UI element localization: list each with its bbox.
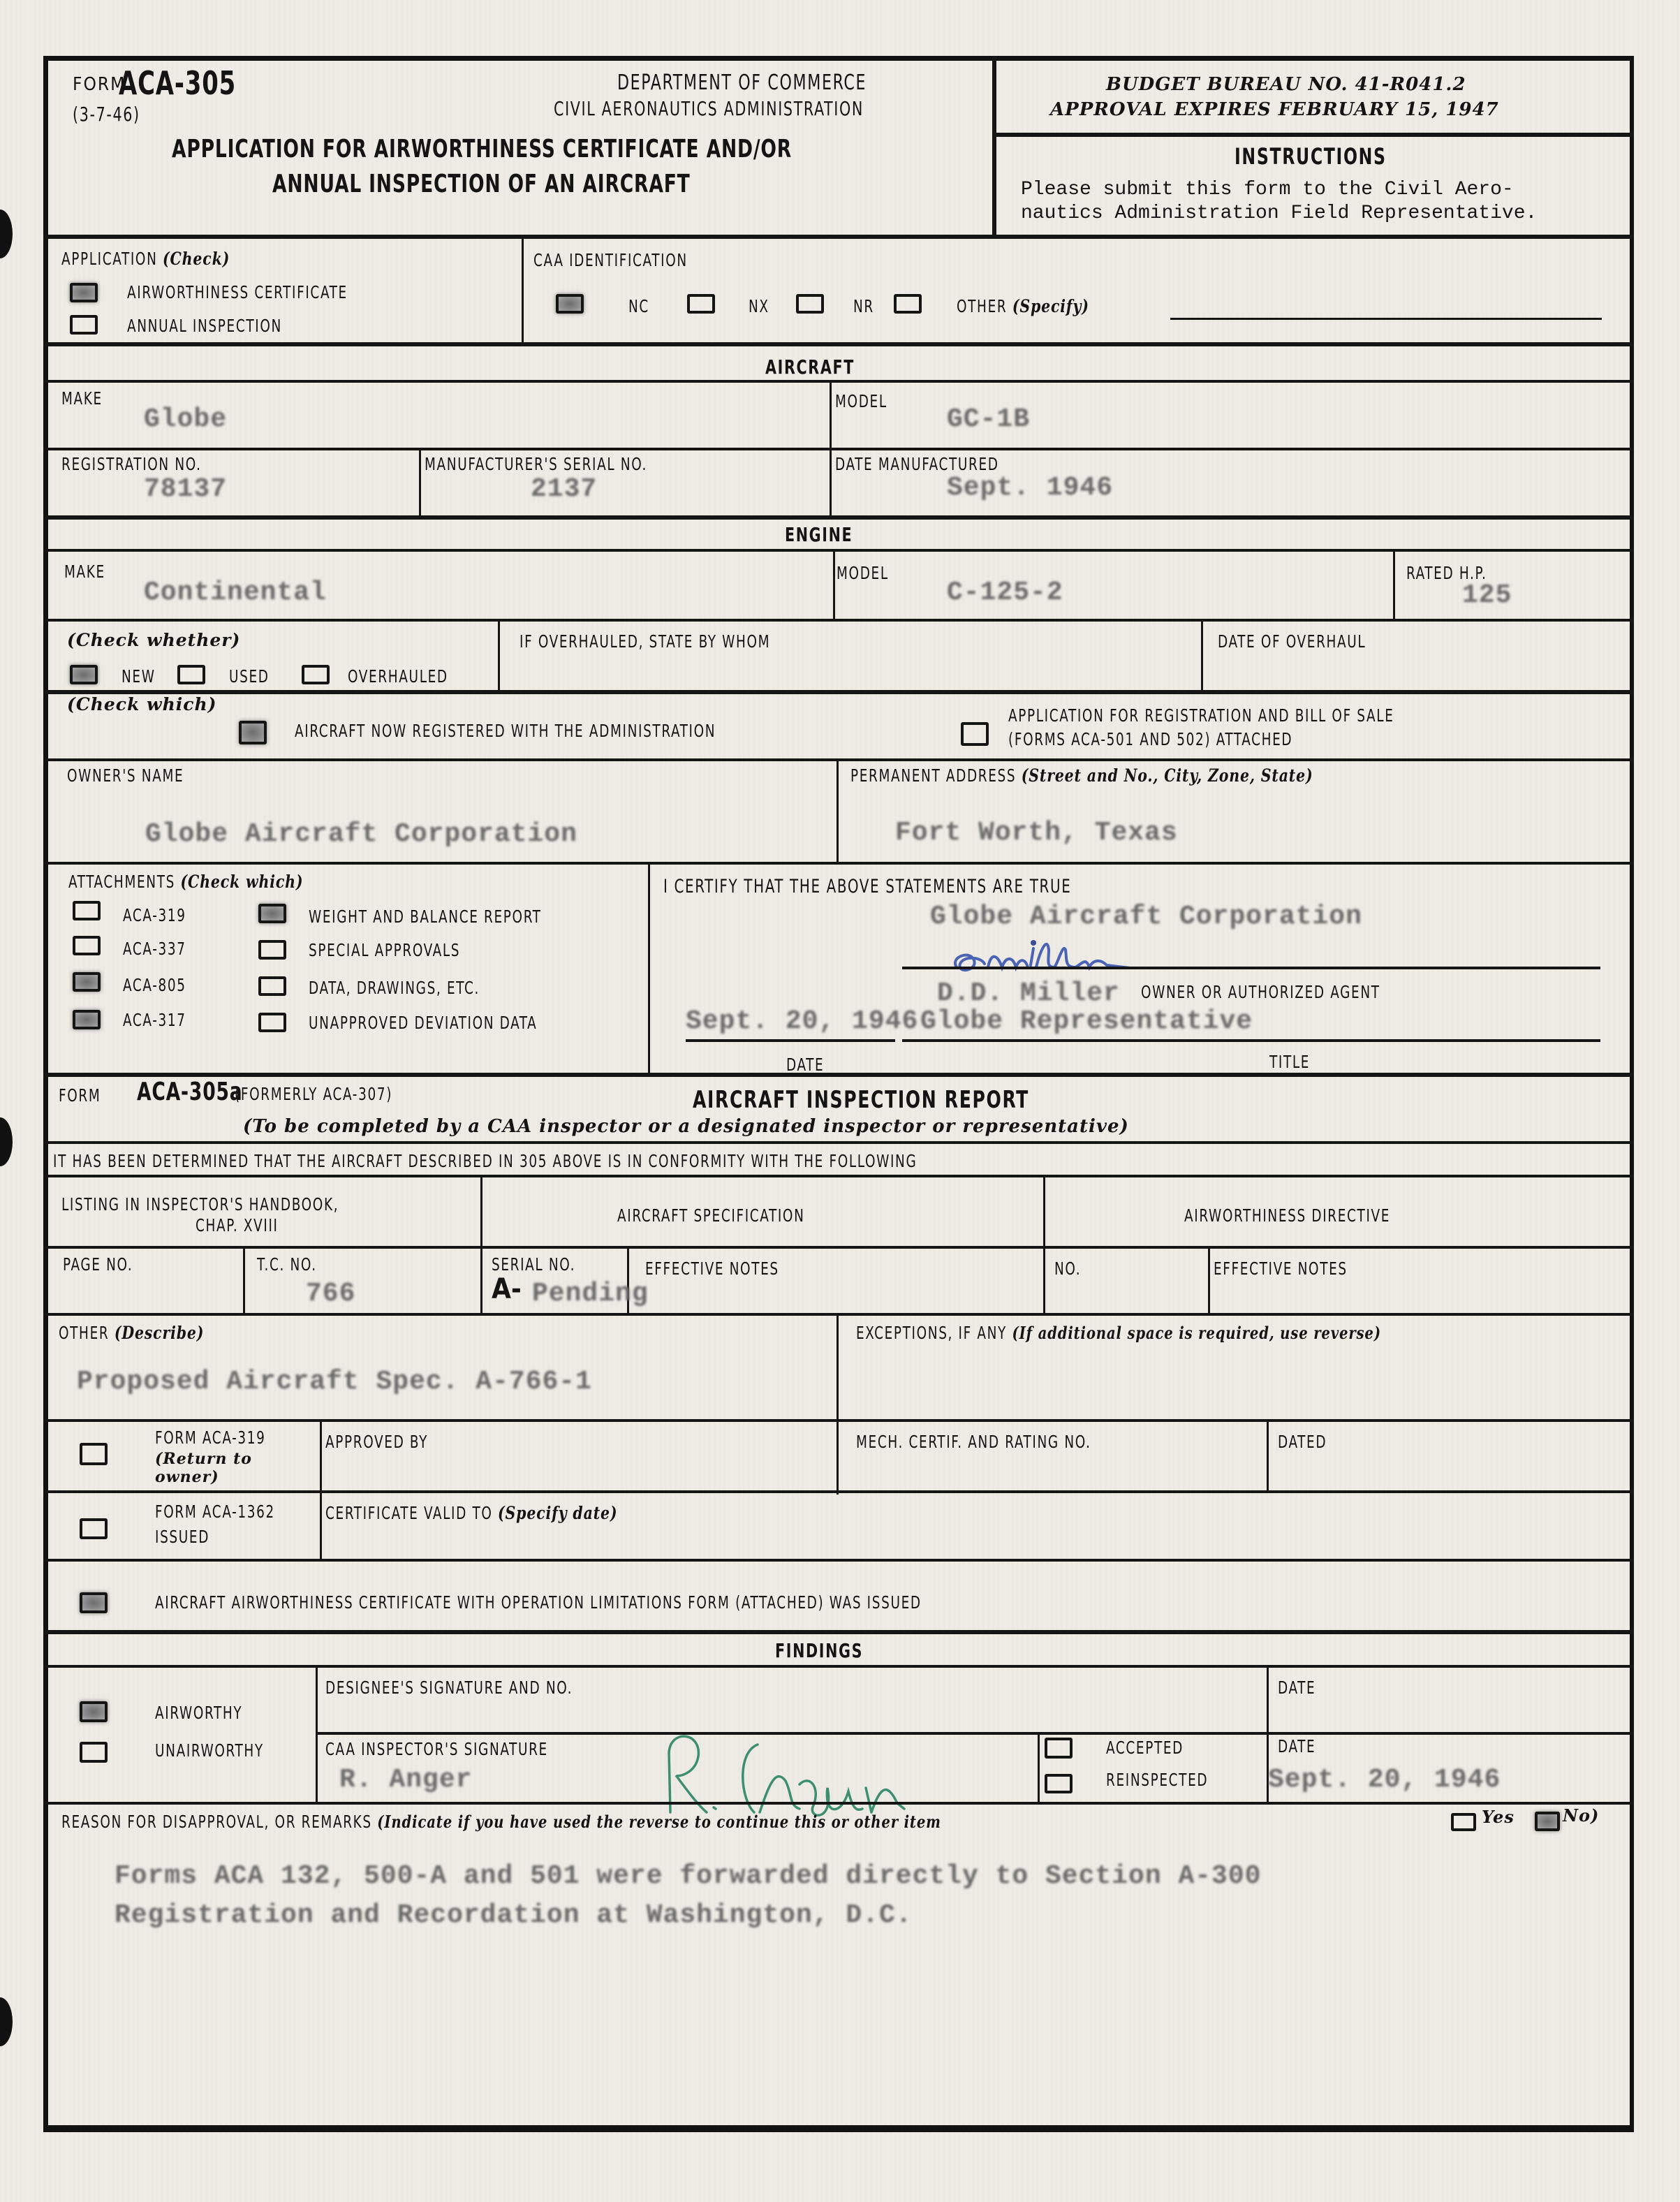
checkbox-special-approvals[interactable] — [258, 940, 286, 960]
certify-company: Globe Aircraft Corporation — [930, 902, 1362, 932]
option-other: OTHER (Specify) — [957, 296, 1089, 316]
attachment-aca-319: ACA-319 — [123, 905, 186, 925]
divider — [1393, 550, 1395, 620]
designee-date-label: DATE — [1278, 1678, 1316, 1698]
manufacturer-serial-label: MANUFACTURER'S SERIAL NO. — [425, 454, 648, 474]
divider — [43, 549, 1634, 552]
check-which-label: (Check which) — [67, 694, 217, 714]
checkbox-engine-new[interactable] — [70, 665, 98, 684]
caa-inspector-signature-label: CAA INSPECTOR'S SIGNATURE — [325, 1739, 548, 1759]
title-line — [902, 1039, 1600, 1042]
aircraft-specification-label: AIRCRAFT SPECIFICATION — [617, 1205, 805, 1226]
divider — [43, 1665, 1634, 1668]
caa-inspector-name: R. Anger — [339, 1765, 473, 1795]
option-nc: NC — [628, 296, 649, 316]
engine-make-value: Continental — [144, 578, 327, 608]
certify-statement: I CERTIFY THAT THE ABOVE STATEMENTS ARE TRUE — [663, 876, 1072, 897]
certificate-issued-label: AIRCRAFT AIRWORTHINESS CERTIFICATE WITH OPERATION LIMITATIONS FORM (ATTACHED) WAS ISSUED — [155, 1592, 922, 1613]
inspection-form-prefix: FORM — [59, 1085, 101, 1106]
divider — [837, 1314, 839, 1495]
divider — [43, 1419, 1634, 1422]
checkbox-engine-used[interactable] — [177, 665, 205, 684]
tc-no-value: 766 — [306, 1279, 356, 1309]
other-describe-label: OTHER (Describe) — [59, 1323, 205, 1343]
checkbox-aca-319[interactable] — [73, 901, 101, 920]
divider — [43, 1175, 1634, 1177]
checkbox-other[interactable] — [894, 294, 922, 314]
checkbox-reinspected[interactable] — [1045, 1774, 1073, 1793]
checkbox-aircraft-registered[interactable] — [239, 721, 267, 744]
serial-no-prefix: A- — [492, 1273, 522, 1305]
registration-no-value: 78137 — [144, 474, 228, 504]
divider — [833, 550, 835, 620]
divider — [43, 1490, 1634, 1493]
divider — [648, 863, 650, 1073]
checkbox-aca-805[interactable] — [73, 972, 101, 992]
date-manufactured-label: DATE MANUFACTURED — [835, 454, 999, 474]
attachment-special-approvals: SPECIAL APPROVALS — [309, 940, 461, 960]
divider — [419, 449, 421, 518]
spec-effective-notes-label: EFFECTIVE NOTES — [645, 1258, 779, 1279]
checkbox-form-aca-319[interactable] — [80, 1443, 108, 1465]
divider — [43, 690, 1634, 694]
bill-of-sale-label-line2: (FORMS ACA-501 AND 502) ATTACHED — [1008, 729, 1293, 749]
divider — [992, 133, 1634, 137]
checkbox-airworthy[interactable] — [80, 1701, 108, 1722]
remarks-yes-label: Yes — [1482, 1807, 1515, 1827]
rated-hp-value: 125 — [1462, 580, 1512, 610]
divider — [243, 1247, 245, 1313]
checkbox-unairworthy[interactable] — [80, 1742, 108, 1763]
reinspected-label: REINSPECTED — [1106, 1770, 1209, 1790]
ad-no-label: NO. — [1054, 1258, 1082, 1279]
divider — [43, 758, 1634, 761]
checkbox-nr[interactable] — [796, 294, 824, 314]
airworthiness-directive-label: AIRWORTHINESS DIRECTIVE — [1184, 1205, 1391, 1226]
option-annual-inspection: ANNUAL INSPECTION — [127, 316, 282, 336]
designee-signature-label: DESIGNEE'S SIGNATURE AND NO. — [325, 1678, 573, 1698]
serial-no-value: Pending — [532, 1279, 649, 1309]
permanent-address-label: PERMANENT ADDRESS (Street and No., City, Zone, State) — [850, 765, 1313, 786]
checkbox-bill-of-sale[interactable] — [961, 722, 989, 746]
findings-title: FINDINGS — [775, 1639, 864, 1662]
engine-make-label: MAKE — [64, 561, 105, 582]
divider — [43, 1630, 1634, 1634]
attachments-label: ATTACHMENTS (Check which) — [68, 872, 304, 892]
approval-expires: APPROVAL EXPIRES FEBRUARY 15, 1947 — [1050, 99, 1499, 120]
conformity-statement: IT HAS BEEN DETERMINED THAT THE AIRCRAFT DESCRIBED IN 305 ABOVE IS IN CONFORMITY WITH THE FOLLOWING — [53, 1151, 918, 1171]
divider — [43, 1141, 1634, 1144]
unairworthy-label: UNAIRWORTHY — [155, 1740, 264, 1761]
instructions-text-line1: Please submit this form to the Civil Aero- — [1021, 179, 1514, 200]
checkbox-remarks-no[interactable] — [1535, 1812, 1560, 1831]
department-name: DEPARTMENT OF COMMERCE — [617, 71, 867, 95]
remarks-label: REASON FOR DISAPPROVAL, OR REMARKS (Indicate if you have used the reverse to continue this or other item — [61, 1812, 941, 1832]
aircraft-model-label: MODEL — [835, 391, 887, 411]
form-aca-319-hint-line1: (Return to — [155, 1450, 252, 1468]
checkbox-engine-overhauled[interactable] — [302, 665, 330, 684]
divider — [522, 237, 524, 344]
divider — [43, 235, 1634, 239]
checkbox-nx[interactable] — [687, 294, 715, 314]
checkbox-remarks-yes[interactable] — [1451, 1813, 1476, 1831]
divider — [43, 862, 1634, 865]
checkbox-aca-337[interactable] — [73, 936, 101, 955]
mech-certif-label: MECH. CERTIF. AND RATING NO. — [856, 1432, 1091, 1452]
serial-no-label: SERIAL NO. — [492, 1254, 576, 1275]
attachment-aca-337: ACA-337 — [123, 939, 186, 959]
checkbox-nc[interactable] — [556, 294, 584, 314]
form-aca-319-label: FORM ACA-319 — [155, 1427, 266, 1448]
inspection-form-number: ACA-305a — [137, 1078, 243, 1106]
option-airworthiness-certificate: AIRWORTHINESS CERTIFICATE — [127, 282, 348, 302]
inspection-report-title: AIRCRAFT INSPECTION REPORT — [693, 1086, 1029, 1114]
divider — [43, 619, 1634, 622]
listing-label-line2: CHAP. XVIII — [196, 1215, 279, 1235]
checkbox-aca-317[interactable] — [73, 1010, 101, 1029]
attachment-weight-balance: WEIGHT AND BALANCE REPORT — [309, 907, 542, 927]
inspection-subtitle: (To be completed by a CAA inspector or a designated inspector or representative) — [243, 1116, 1129, 1137]
rated-hp-label: RATED H.P. — [1406, 563, 1487, 583]
other-specify-line[interactable] — [1170, 318, 1602, 320]
aircraft-model-value: GC-1B — [947, 404, 1031, 434]
certify-date-value: Sept. 20, 1946 — [686, 1006, 919, 1036]
option-engine-overhauled: OVERHAULED — [348, 666, 448, 687]
aircraft-make-value: Globe — [144, 404, 228, 434]
divider — [43, 515, 1634, 520]
divider — [43, 380, 1634, 383]
engine-model-value: C-125-2 — [947, 578, 1063, 608]
option-engine-new: NEW — [121, 666, 156, 687]
divider — [43, 342, 1634, 346]
form-revision-date: (3-7-46) — [73, 103, 140, 126]
permanent-address-value: Fort Worth, Texas — [895, 818, 1178, 848]
divider — [480, 1176, 482, 1313]
checkbox-airworthiness-certificate[interactable] — [70, 283, 98, 302]
remarks-text-line1: Forms ACA 132, 500-A and 501 were forwarded directly to Section A-300 — [115, 1861, 1262, 1891]
application-label: APPLICATION (Check) — [61, 249, 230, 269]
administration-name: CIVIL AERONAUTICS ADMINISTRATION — [554, 97, 864, 120]
listing-label-line1: LISTING IN INSPECTOR'S HANDBOOK, — [61, 1194, 339, 1214]
checkbox-form-aca-1362[interactable] — [80, 1518, 108, 1539]
checkbox-weight-balance[interactable] — [258, 904, 286, 923]
attachment-unapproved-deviation: UNAPPROVED DEVIATION DATA — [309, 1013, 538, 1033]
checkbox-certificate-issued[interactable] — [80, 1592, 108, 1613]
checkbox-accepted[interactable] — [1045, 1738, 1073, 1759]
certificate-valid-to-label: CERTIFICATE VALID TO (Specify date) — [325, 1503, 618, 1523]
signer-name: D.D. Miller — [937, 978, 1120, 1008]
certify-date-label: DATE — [786, 1055, 825, 1075]
ad-effective-notes-label: EFFECTIVE NOTES — [1214, 1258, 1348, 1279]
divider — [43, 1802, 1634, 1805]
date-manufactured-value: Sept. 1946 — [947, 473, 1114, 503]
date-line — [686, 1039, 895, 1042]
option-aircraft-registered: AIRCRAFT NOW REGISTERED WITH THE ADMINISTRATION — [295, 721, 716, 741]
form-aca-1362-issued: ISSUED — [155, 1527, 210, 1547]
inspection-formerly: (FORMERLY ACA-307) — [235, 1084, 393, 1104]
aircraft-make-label: MAKE — [61, 388, 103, 409]
other-describe-value: Proposed Aircraft Spec. A-766-1 — [77, 1367, 592, 1397]
check-whether-label: (Check whether) — [67, 630, 241, 650]
remarks-no-label: No) — [1563, 1805, 1600, 1826]
form-aca-1362-label: FORM ACA-1362 — [155, 1502, 275, 1522]
divider — [43, 1073, 1634, 1077]
airworthy-label: AIRWORTHY — [155, 1703, 243, 1723]
divider — [1038, 1733, 1040, 1802]
certify-title-label: TITLE — [1269, 1052, 1311, 1072]
instructions-title: INSTRUCTIONS — [1235, 143, 1387, 170]
option-engine-used: USED — [229, 666, 270, 687]
approved-by-label: APPROVED BY — [325, 1432, 428, 1452]
divider — [1043, 1176, 1045, 1313]
inspector-date-value: Sept. 20, 1946 — [1268, 1765, 1501, 1795]
signature-line — [902, 967, 1600, 969]
budget-bureau-number: BUDGET BUREAU NO. 41-R041.2 — [1106, 74, 1466, 95]
overhauled-by-label: IF OVERHAULED, STATE BY WHOM — [520, 631, 771, 652]
accepted-label: ACCEPTED — [1106, 1738, 1184, 1758]
exceptions-label: EXCEPTIONS, IF ANY (If additional space is required, use reverse) — [856, 1323, 1381, 1343]
form-number: ACA-305 — [119, 64, 237, 102]
caa-identification-label: CAA IDENTIFICATION — [533, 250, 688, 270]
owner-signature — [943, 929, 1250, 985]
option-nx: NX — [749, 296, 769, 316]
owner-name-label: OWNER'S NAME — [67, 765, 184, 786]
manufacturer-serial-value: 2137 — [531, 474, 598, 504]
overhaul-date-label: DATE OF OVERHAUL — [1218, 631, 1366, 652]
tc-no-label: T.C. NO. — [257, 1254, 317, 1275]
divider — [43, 1559, 1634, 1562]
form-title-line1: APPLICATION FOR AIRWORTHINESS CERTIFICATE AND/OR — [172, 135, 793, 163]
owner-name-value: Globe Aircraft Corporation — [145, 819, 577, 849]
form-prefix: FORM — [73, 74, 126, 95]
attachment-aca-317: ACA-317 — [123, 1010, 186, 1030]
form-title-line2: ANNUAL INSPECTION OF AN AIRCRAFT — [272, 170, 691, 198]
divider — [498, 620, 500, 693]
divider — [43, 1313, 1634, 1316]
attachment-aca-805: ACA-805 — [123, 975, 186, 995]
checkbox-annual-inspection[interactable] — [70, 315, 98, 335]
bill-of-sale-label-line1: APPLICATION FOR REGISTRATION AND BILL OF SALE — [1008, 705, 1394, 726]
divider — [837, 760, 839, 862]
divider — [43, 448, 1634, 450]
remarks-text-line2: Registration and Recordation at Washington, D.C. — [115, 1900, 913, 1930]
aircraft-section-title: AIRCRAFT — [765, 355, 855, 379]
owner-agent-label: OWNER OR AUTHORIZED AGENT — [1141, 982, 1380, 1002]
divider — [43, 1246, 1634, 1249]
divider — [1267, 1421, 1269, 1490]
attachment-data-drawings: DATA, DRAWINGS, ETC. — [309, 978, 480, 998]
certify-title-value: Globe Representative — [920, 1006, 1253, 1036]
form-aca-319-hint-line2: owner) — [155, 1468, 219, 1486]
instructions-text-line2: nautics Administration Field Representative. — [1021, 203, 1538, 224]
checkbox-unapproved-deviation[interactable] — [258, 1013, 286, 1032]
page-no-label: PAGE NO. — [63, 1254, 133, 1275]
divider — [992, 56, 996, 239]
inspector-date-label: DATE — [1278, 1736, 1316, 1756]
divider — [1208, 1247, 1210, 1313]
dated-label: DATED — [1278, 1432, 1327, 1452]
engine-model-label: MODEL — [837, 563, 889, 583]
option-nr: NR — [853, 296, 874, 316]
registration-no-label: REGISTRATION NO. — [61, 454, 202, 474]
divider — [1201, 620, 1203, 693]
engine-section-title: ENGINE — [785, 523, 853, 546]
checkbox-data-drawings[interactable] — [258, 976, 286, 996]
